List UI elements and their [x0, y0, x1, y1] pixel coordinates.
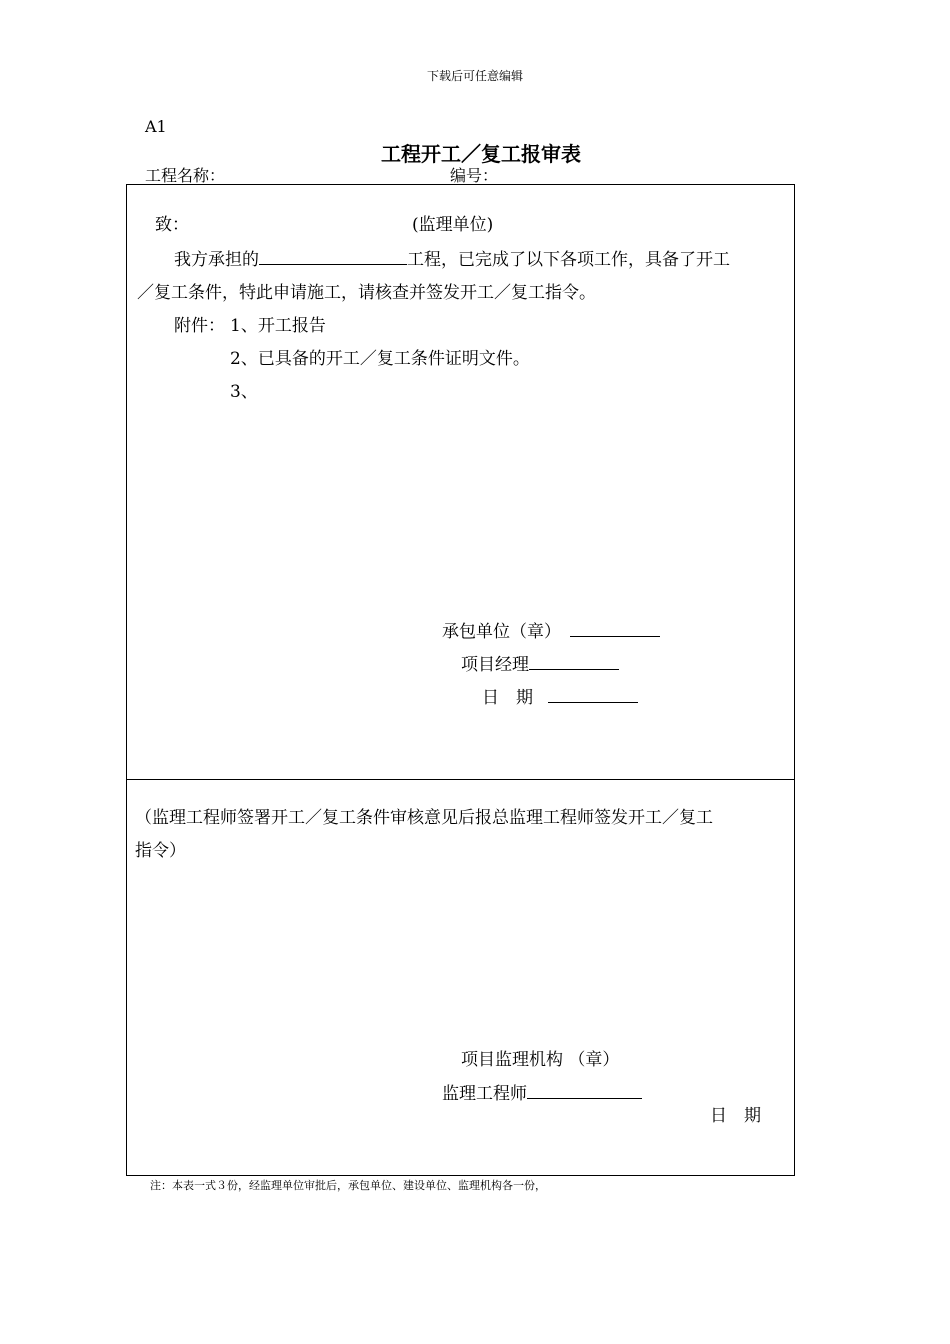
supervisor-engineer-label: 监理工程师	[442, 1084, 527, 1104]
contractor-unit-label: 承包单位（章）	[442, 622, 561, 642]
attachment-item-1: 1、开工报告	[230, 316, 326, 336]
form-title: 工程开工／复工报审表	[381, 142, 581, 166]
contractor-unit-row	[442, 617, 660, 642]
footnote: 注：本表一式３份，经监理单位审批后，承包单位、建设单位、监理机构各一份，	[150, 1179, 546, 1192]
supervisor-instruction-line-1: （监理工程师签署开工／复工条件审核意见后报总监理工程师签发开工／复工	[135, 808, 713, 828]
project-manager-row	[461, 650, 619, 675]
body-line-2: ／复工条件，特此申请施工，请核查并签发开工／复工指令。	[137, 283, 596, 303]
supervision-org-label: 项目监理机构 （章）	[461, 1050, 620, 1070]
supervisor-engineer-row	[442, 1079, 642, 1104]
attachment-item-2: 2、已具备的开工／复工条件证明文件。	[230, 349, 530, 369]
attachment-item-3: 3、	[230, 382, 258, 402]
serial-no-label: 编号：	[450, 166, 499, 185]
body-suffix: 工程，已完成了以下各项工作，具备了开工	[407, 250, 730, 270]
supervisor-review-section	[126, 779, 795, 1176]
supervisor-engineer-blank[interactable]	[527, 1080, 642, 1099]
contractor-date-label: 日 期	[482, 688, 533, 708]
supervisor-date-label: 日 期	[710, 1106, 761, 1126]
project-manager-label: 项目经理	[461, 655, 529, 675]
form-code: A1	[145, 117, 167, 136]
supervisor-unit-label: (监理单位)	[412, 215, 494, 235]
attachments-label: 附件：	[174, 316, 225, 336]
contractor-unit-blank[interactable]	[570, 618, 660, 637]
top-note: 下载后可任意编辑	[426, 69, 523, 83]
to-label: 致：	[155, 215, 189, 235]
contractor-date-row	[482, 683, 638, 708]
contractor-application-section	[126, 184, 795, 780]
contractor-date-blank[interactable]	[548, 684, 638, 703]
project-name-label: 工程名称：	[145, 166, 226, 185]
body-line-1	[174, 245, 730, 270]
body-prefix: 我方承担的	[174, 250, 259, 270]
project-blank-line[interactable]	[259, 246, 407, 265]
project-manager-blank[interactable]	[529, 651, 619, 670]
supervisor-instruction-line-2: 指令）	[135, 841, 186, 861]
